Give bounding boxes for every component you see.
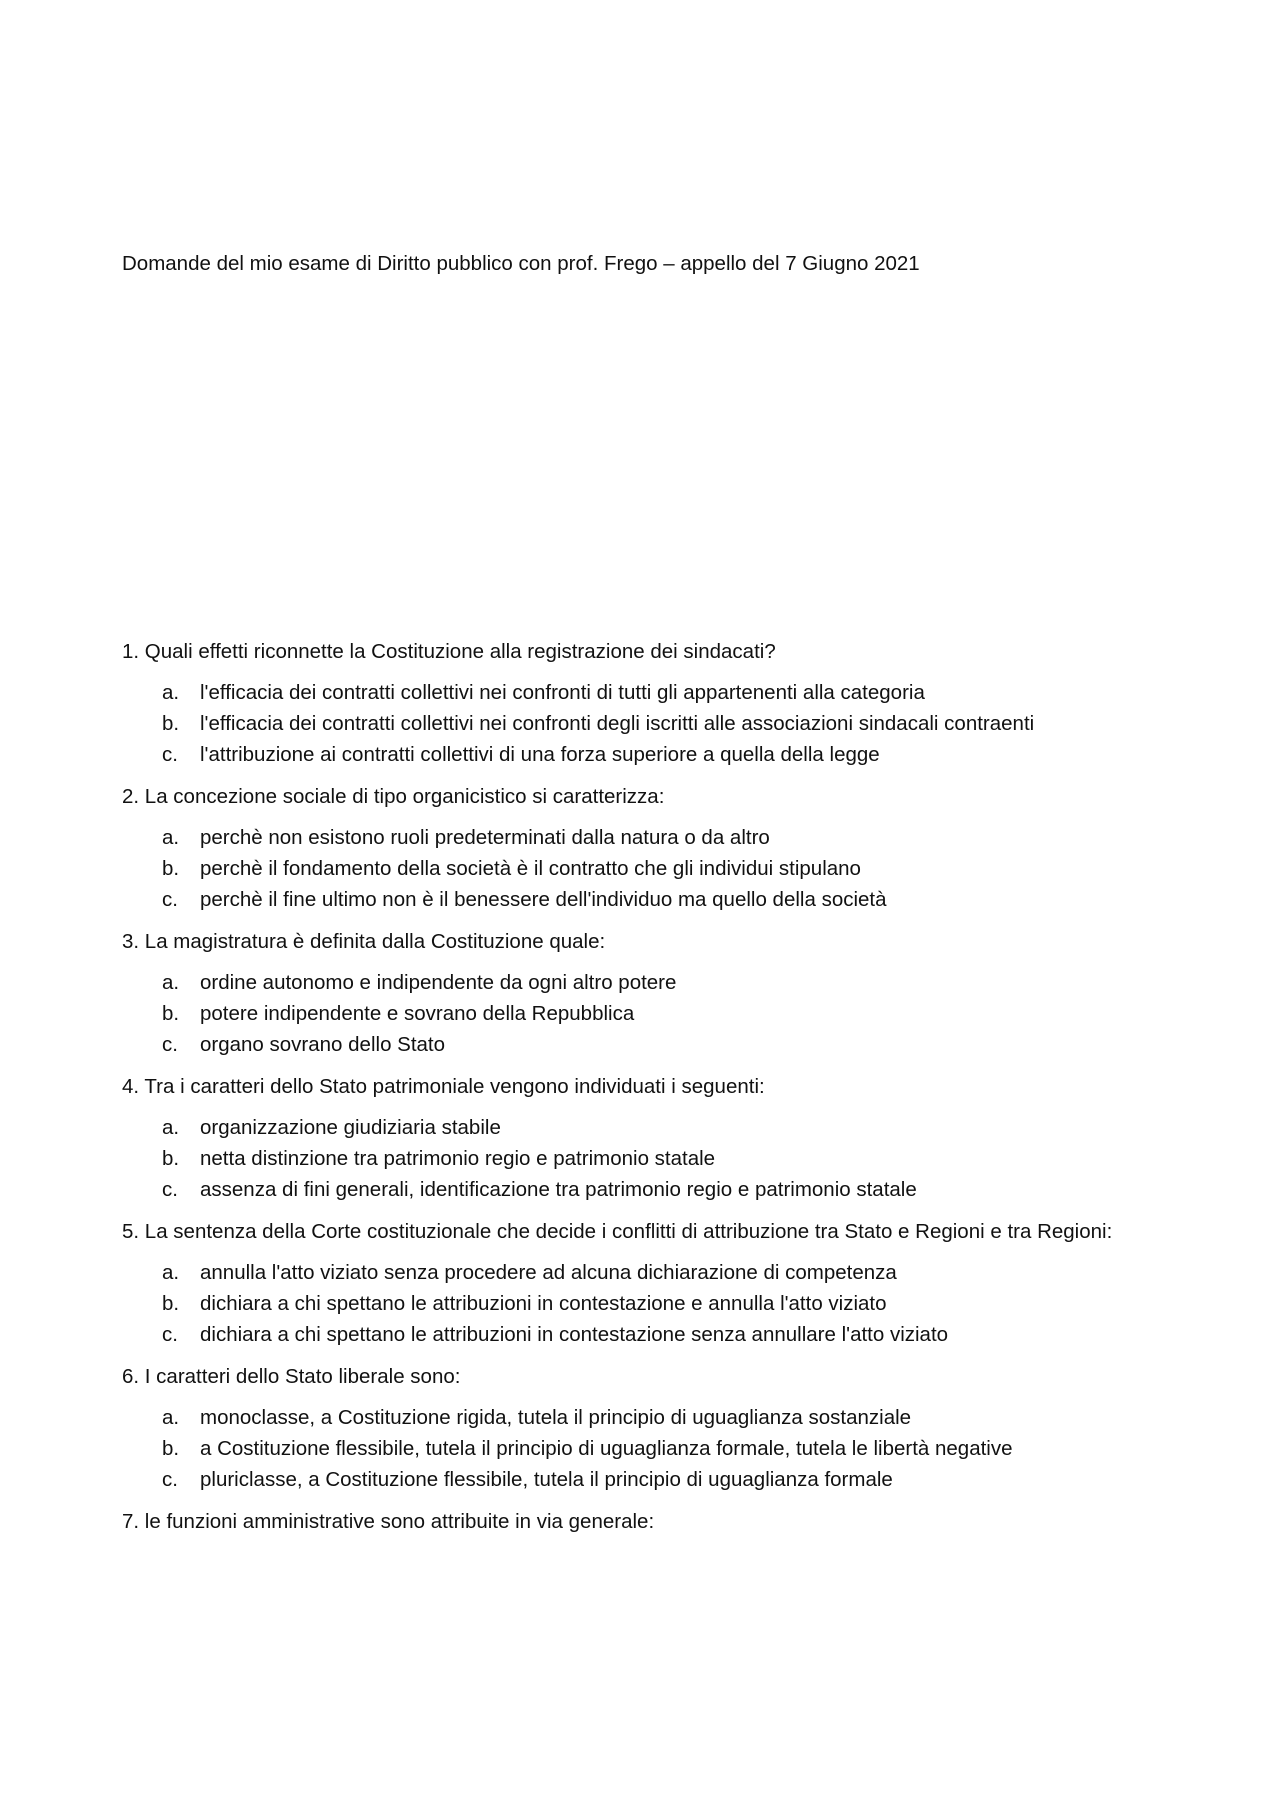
option-letter: a.: [162, 971, 180, 994]
option-list: [122, 1257, 1182, 1350]
option-list: [122, 822, 1182, 915]
option-text: annulla l'atto viziato senza procedere ad alcuna dichiarazione di competenza: [200, 1261, 897, 1284]
option-item: [122, 1143, 1182, 1174]
option-letter: a.: [162, 1116, 180, 1139]
question-text: 6. I caratteri dello Stato liberale sono:: [122, 1365, 461, 1388]
option-text: monoclasse, a Costituzione rigida, tutela il principio di uguaglianza sostanziale: [200, 1406, 912, 1429]
option-text: l'attribuzione ai contratti collettivi di una forza superiore a quella della legge: [200, 743, 880, 766]
option-item: [122, 1433, 1182, 1464]
option-letter: c.: [162, 888, 178, 911]
option-item: [122, 1402, 1182, 1433]
option-letter: a.: [162, 681, 180, 704]
option-text: perchè il fine ultimo non è il benessere dell'individuo ma quello della società: [200, 888, 887, 911]
option-letter: b.: [162, 1002, 180, 1025]
option-list: [122, 967, 1182, 1060]
option-letter: a.: [162, 1261, 180, 1284]
question-text: 4. Tra i caratteri dello Stato patrimoniale vengono individuati i seguenti:: [122, 1075, 765, 1098]
question-2: [122, 781, 1182, 915]
option-text: dichiara a chi spettano le attribuzioni in contestazione senza annullare l'atto viziato: [200, 1323, 949, 1346]
question-6: [122, 1361, 1182, 1495]
option-item: [122, 1257, 1182, 1288]
option-item: [122, 853, 1182, 884]
option-item: [122, 1112, 1182, 1143]
option-item: [122, 967, 1182, 998]
question-4: [122, 1071, 1182, 1205]
option-letter: b.: [162, 1437, 180, 1460]
option-letter: b.: [162, 1292, 180, 1315]
option-text: organo sovrano dello Stato: [200, 1033, 446, 1056]
question-text: 7. le funzioni amministrative sono attribuite in via generale:: [122, 1510, 655, 1533]
option-letter: c.: [162, 743, 178, 766]
option-text: organizzazione giudiziaria stabile: [200, 1116, 501, 1139]
option-item: [122, 822, 1182, 853]
option-letter: a.: [162, 826, 180, 849]
option-text: perchè il fondamento della società è il contratto che gli individui stipulano: [200, 857, 861, 880]
question-7: [122, 1506, 1182, 1537]
option-letter: c.: [162, 1033, 178, 1056]
option-letter: c.: [162, 1468, 178, 1491]
option-item: [122, 1464, 1182, 1495]
option-text: netta distinzione tra patrimonio regio e patrimonio statale: [200, 1147, 716, 1170]
option-letter: b.: [162, 857, 180, 880]
document-header: Domande del mio esame di Diritto pubblico con prof. Frego – appello del 7 Giugno 2021: [122, 252, 920, 275]
question-text: 3. La magistratura è definita dalla Costituzione quale:: [122, 930, 606, 953]
option-text: ordine autonomo e indipendente da ogni altro potere: [200, 971, 677, 994]
question-list: [122, 636, 1182, 1548]
option-text: assenza di fini generali, identificazione tra patrimonio regio e patrimonio statale: [200, 1178, 917, 1201]
option-text: dichiara a chi spettano le attribuzioni in contestazione e annulla l'atto viziato: [200, 1292, 887, 1315]
option-text: a Costituzione flessibile, tutela il principio di uguaglianza formale, tutela le libertà negative: [200, 1437, 1013, 1460]
option-text: perchè non esistono ruoli predeterminati dalla natura o da altro: [200, 826, 770, 849]
option-text: l'efficacia dei contratti collettivi nei confronti di tutti gli appartenenti alla categoria: [200, 681, 925, 704]
option-item: [122, 1319, 1182, 1350]
question-1: [122, 636, 1182, 770]
option-letter: b.: [162, 712, 180, 735]
question-text: 2. La concezione sociale di tipo organicistico si caratterizza:: [122, 785, 665, 808]
option-list: [122, 677, 1182, 770]
option-letter: c.: [162, 1323, 178, 1346]
option-list: [122, 1402, 1182, 1495]
option-letter: b.: [162, 1147, 180, 1170]
option-list: [122, 1112, 1182, 1205]
option-item: [122, 1174, 1182, 1205]
option-item: [122, 677, 1182, 708]
option-item: [122, 739, 1182, 770]
option-text: l'efficacia dei contratti collettivi nei confronti degli iscritti alle associazioni sindacali contraenti: [200, 712, 1035, 735]
option-text: pluriclasse, a Costituzione flessibile, tutela il principio di uguaglianza formale: [200, 1468, 893, 1491]
option-item: [122, 884, 1182, 915]
option-item: [122, 708, 1182, 739]
question-5: [122, 1216, 1182, 1350]
question-text: 5. La sentenza della Corte costituzionale che decide i conflitti di attribuzione tra Stato e Regioni e tra Regioni:: [122, 1220, 1113, 1243]
option-letter: a.: [162, 1406, 180, 1429]
option-item: [122, 998, 1182, 1029]
option-item: [122, 1288, 1182, 1319]
question-text: 1. Quali effetti riconnette la Costituzione alla registrazione dei sindacati?: [122, 640, 776, 663]
option-letter: c.: [162, 1178, 178, 1201]
option-text: potere indipendente e sovrano della Repubblica: [200, 1002, 635, 1025]
option-item: [122, 1029, 1182, 1060]
question-3: [122, 926, 1182, 1060]
